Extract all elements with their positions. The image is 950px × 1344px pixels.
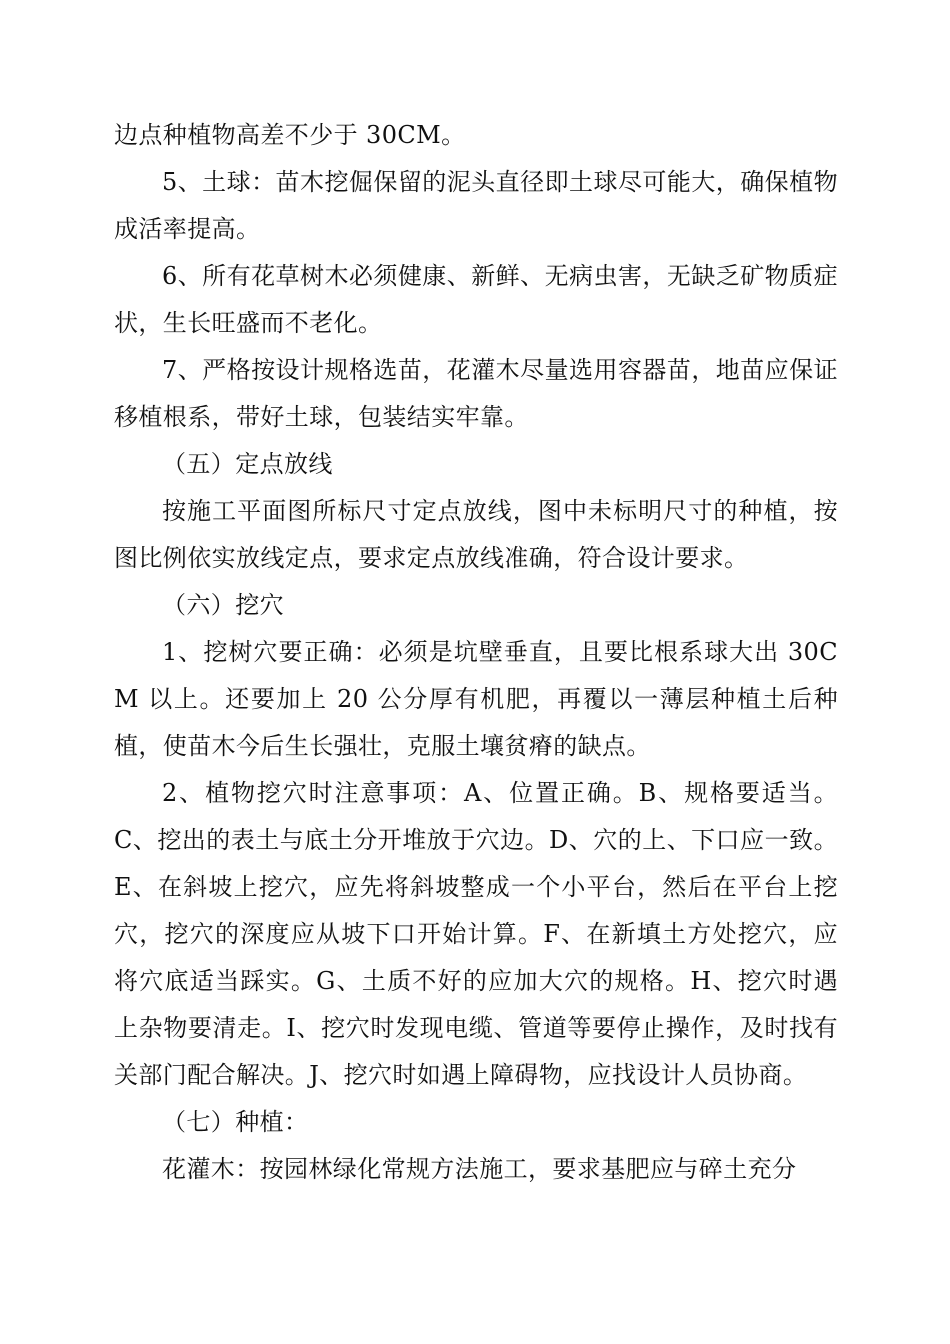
paragraph-layout-staking: 按施工平面图所标尺寸定点放线，图中未标明尺寸的种植，按图比例依实放线定点，要求定点放线准确，符合设计要求。 (114, 497, 838, 572)
paragraph-continuation: 边点种植物高差不少于 30CM。 (114, 121, 466, 149)
document-body (114, 112, 838, 1193)
paragraph-item-6: 6、所有花草树木必须健康、新鲜、无病虫害，无缺乏矿物质症状，生长旺盛而不老化。 (114, 262, 838, 337)
paragraph-shrubs: 花灌木：按园林绿化常规方法施工，要求基肥应与碎土充分 (162, 1155, 797, 1183)
paragraph-item-7: 7、严格按设计规格选苗，花灌木尽量选用容器苗，地苗应保证移植根系，带好土球，包装结实牢靠。 (114, 356, 838, 431)
paragraph-item-5: 5、土球：苗木挖倔保留的泥头直径即土球尽可能大，确保植物成活率提高。 (114, 168, 838, 243)
section-heading-5: （五）定点放线 (162, 450, 333, 478)
paragraph-digging-1: 1、挖树穴要正确：必须是坑壁垂直，且要比根系球大出 30CM 以上。还要加上 20 公分厚有机肥，再覆以一薄层种植土后种植，使苗木今后生长强壮，克服土壤贫瘠的缺点。 (114, 638, 838, 760)
section-heading-6: （六）挖穴 (162, 591, 284, 619)
section-heading-7: （七）种植： (162, 1108, 309, 1136)
paragraph-digging-2: 2、植物挖穴时注意事项：A、位置正确。B、规格要适当。C、挖出的表土与底土分开堆放于穴边。D、穴的上、下口应一致。E、在斜坡上挖穴，应先将斜坡整成一个小平台，然后在平台上挖穴，挖穴的深度应从坡下口开始计算。F、在新填土方处挖穴，应将穴底适当踩实。G、土质不好的应加大穴的规格。H、挖穴时遇上杂物要清走。I、挖穴时发现电缆、管道等要停止操作，及时找有关部门配合解决。J、挖穴时如遇上障碍物，应找设计人员协商。 (114, 779, 838, 1089)
